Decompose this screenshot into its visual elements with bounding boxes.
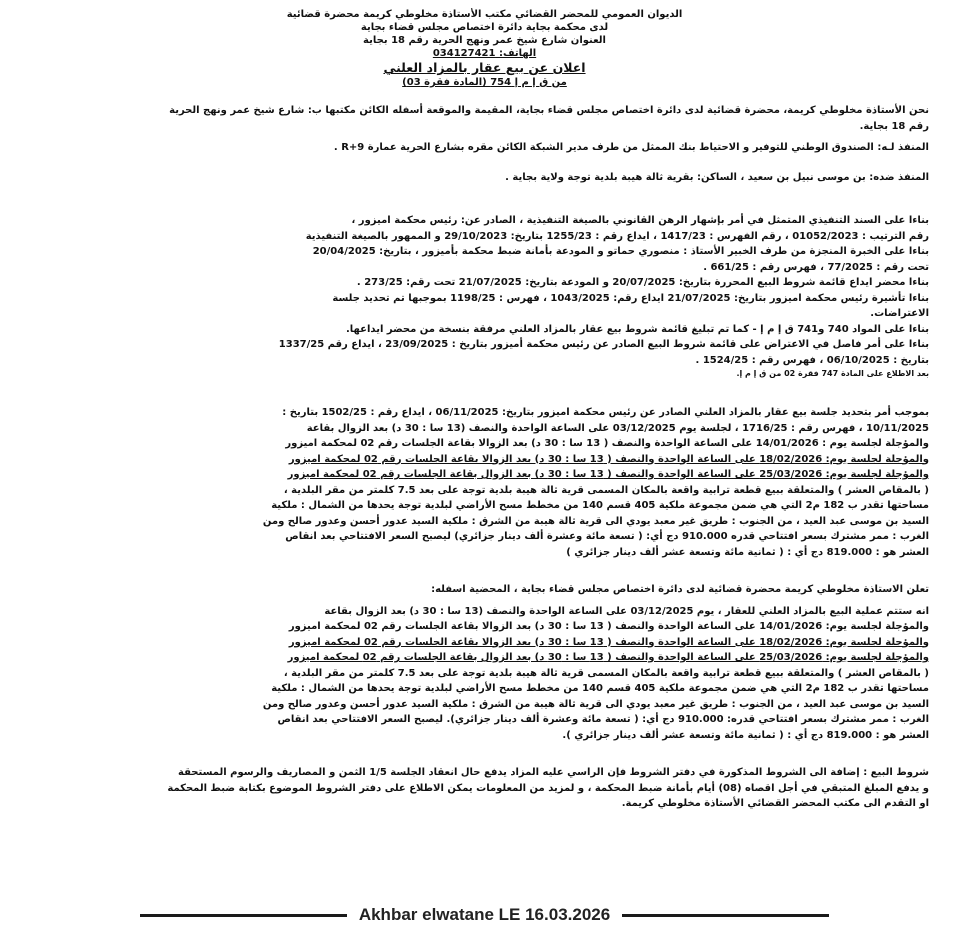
office-court: لدى محكمة بجاية دائرة اختصاص مجلس قضاء بجاية	[360, 22, 609, 33]
text-line: والمؤجلة لجلسة يوم: 25/03/2026 على الساعة الواحدة والنصف ( 13 سا : 30 د) بعد الزوال بقاعة الجلسات رقم 02 لمحكمة اميزور	[287, 469, 929, 480]
text-line: ( بالمقاص العشر ) والمتعلقة ببيع قطعة ترابية واقعة بالمكان المسمى قرية ثالة هيبة بلدية توجة على بعد 7.5 كلمتر من مقر البلدية ،	[283, 484, 929, 496]
notice-header	[40, 8, 929, 89]
text-line: بناءا على السند التنفيذي المتمثل في أمر بإشهار الرهن القانوني بالصيغة التنفيذية ، الصادر عن: رئيس محكمة اميزور ،	[351, 215, 929, 226]
notice-subtitle: من ق إ م إ 754 (المادة فقرة 03)	[402, 77, 567, 88]
text-line: الاعتراضات.	[870, 308, 929, 319]
publication-footer	[0, 903, 969, 927]
legal-basis-paragraph	[40, 213, 929, 379]
creditor-line: المنفذ لـه: الصندوق الوطني للتوفير و الاحتياط بنك الممثل من طرف مدير الشبكة الكائن مقره بشارع الحرية عمارة R+9 .	[333, 142, 929, 153]
office-phone: الهاتف: 034127421	[432, 48, 537, 59]
office-address: العنوان شارع شيخ عمر ونهج الحرية رقم 18 بجاية	[363, 35, 606, 46]
text-line: الغرب : ممر مشترك بسعر افتتاحي قدره 910.000 دج أي: ( تسعة مائة وعشرة ألف دينار جزائري) ليصبح السعر الافتتاحي بعد انقاص	[285, 531, 929, 542]
session-paragraph	[40, 405, 929, 560]
text-line: و يدفع المبلغ المتبقي في أجل اقصاه (08) أيام بأمانة ضبط المحكمة ، و لمزيد من المعلومات يمكن الاطلاع على دفتر الشروط الموضوع بكتابة ضبط المحكمة	[167, 782, 929, 794]
text-line: والمؤجلة لجلسة يوم: 25/03/2026 على الساعة الواحدة والنصف ( 13 سا : 30 د) بعد الزوال بقاعة الجلسات رقم 02 لمحكمة اميزور	[287, 652, 929, 663]
text-line: تعلن الاستاذة مخلوطي كريمة محضرة قضائية لدى دائرة اختصاص مجلس قضاء بجاية ، المحضية اسفله:	[431, 584, 929, 595]
text-line: والمؤجلة لجلسة يوم: 18/02/2026 على الساعة الواحدة والنصف ( 13 سا : 30 د) بعد الزوالا بقاعة الجلسات رقم 02 لمحكمة اميزور	[288, 636, 929, 648]
publication-source: Akhbar elwatane LE 16.03.2026	[358, 905, 611, 924]
text-line: السيد بن موسى عبد العيد ، من الجنوب : طريق غير معبد يودي الى قرية ثالة هيبة من الشرق : ملكية السيد عدور أحسن وعدور صالح ومن	[262, 698, 929, 710]
parties-paragraph	[40, 140, 929, 185]
text-line: بعد الاطلاع على المادة 747 فقرة 02 من ق إ م إ.	[736, 369, 929, 378]
text-line: والمؤجلة لجلسة يوم: 18/02/2026 على الساعة الواحدة والنصف ( 13 سا : 30 د) بعد الزوالا بقاعة الجلسات رقم 02 لمحكمة اميزور	[288, 453, 929, 465]
text-line: مساحتها تقدر ب 182 م2 التي هي ضمن مجموعة ملكية 405 قسم 140 من مخطط مسح الأراضي لبلدية توجة يحدها من الشمال : ملكية	[271, 683, 929, 694]
text-line: بناءا على أمر فاصل في الاعتراض على قائمة شروط البيع الصادر عن رئيس محكمة أميزور بتاريخ : 23/09/2025 ، ايداع رقم 1337/25	[278, 339, 929, 350]
text-line: الغرب : ممر مشترك بسعر افتتاحي قدره: 910.000 دج أي: ( تسعة مائة وعشرة ألف دينار جزائري). ليصبح السعر الافتتاحي بعد انقاص	[277, 714, 929, 725]
text-line: والمؤجلة لجلسة يوم: 14/01/2026 على الساعة الواحدة والنصف ( 13 سا : 30 د) بعد الزوالا بقاعة الجلسات رقم 02 لمحكمة اميزور	[288, 621, 929, 632]
text-line: نحن الأستاذة مخلوطي كريمة، محضرة قضائية لدى دائرة اختصاص مجلس قضاء بجاية، المقيمة والموقعة أسفله الكائن مكتبها ب: شارع شيخ عمر ونهج الحرية	[169, 105, 929, 116]
text-line: بناءا محضر ايداع قائمة شروط البيع المحررة بتاريخ: 20/07/2025 و المودعة بتاريخ: 21/07/2025 تحت رقم: 273/25 .	[356, 277, 929, 288]
text-line: او التقدم الى مكتب المحضر القضائي الأستاذة مخلوطي كريمة.	[621, 798, 929, 809]
text-line: بموجب أمر بتحديد جلسة بيع عقار بالمزاد العلني الصادر عن رئيس محكمة اميزور بتاريخ: 06/11/2025 ، ايداع رقم : 1502/25 بتاريخ :	[282, 407, 929, 418]
text-line: مساحتها تقدر ب 182 م2 التي هي ضمن مجموعة ملكية 405 قسم 140 من مخطط مسح الأراضي لبلدية توجة يحدها من الشمال : ملكية	[271, 500, 929, 511]
text-line: والمؤجلة لجلسة يوم : 14/01/2026 على الساعة الواحدة والنصف ( 13 سا : 30 د) بعد الزوالا بقاعة الجلسات رقم 02 لمحكمة اميزور	[285, 438, 929, 449]
footer-rule-left	[140, 914, 347, 917]
intro-paragraph	[40, 103, 929, 134]
sale-conditions-paragraph	[40, 765, 929, 812]
debtor-line: المنفذ ضده: بن موسى نبيل بن سعيد ، الساكن: بقرية ثالة هيبة بلدية توجة ولاية بجاية .	[505, 171, 929, 183]
footer-rule-right	[622, 914, 829, 917]
announcement-paragraph	[40, 582, 929, 743]
text-line: ( بالمقاص العشر ) والمتعلقة ببيع قطعة ترابية واقعة بالمكان المسمى قرية ثالة هيبة بلدية توجة على بعد 7.5 كلمتر من مقر البلدية ،	[283, 667, 929, 679]
office-name: الديوان العمومي للمحضر القضائي مكتب الأستاذة مخلوطي كريمة محضرة قضائية	[286, 9, 683, 20]
text-line: بناءا على الخبرة المنجزة من طرف الخبير الأستاذ : منصوري حماتو و المودعة بأمانة ضبط محكمة بأميزور ، بتاريخ: 20/04/2025	[312, 246, 929, 257]
text-line: بناءا على المواد 740 و741 ق إ م إ - كما تم تبليغ قائمة شروط بيع عقار بالمزاد العلني مرفقة بنسخة من محضر ايداعها.	[346, 323, 929, 335]
notice-title: اعلان عن بيع عقار بالمزاد العلني	[383, 60, 586, 75]
text-line: العشر هو : 819.000 دج أي : ( ثمانية مائة وتسعة عشر ألف دينار جزائري ).	[562, 729, 929, 741]
text-line: انه ستتم عملية البيع بالمزاد العلني للعقار ، يوم 03/12/2025 على الساعة الواحدة والنصف (13 سا : 30 د) بعد الزوال بقاعة	[324, 605, 929, 617]
text-line: تحت رقم : 77/2025 ، فهرس رقم : 661/25 .	[703, 261, 929, 273]
text-line: رقم 18 بجاية.	[859, 120, 929, 132]
text-line: بناءا تأشيرة رئيس محكمة اميزور بتاريخ: 21/07/2025 ايداع رقم: 1043/2025 ، فهرس : 1198/25 بموجبها تم تحديد جلسة	[332, 292, 929, 304]
text-line: السيد بن موسى عبد العيد ، من الجنوب : طريق غير معبد يودي الى قرية ثالة هيبة من الشرق : ملكية السيد عدور أحسن وعدور صالح ومن	[262, 515, 929, 527]
text-line: رقم الترتيب : 01052/2023 ، رقم الفهرس : 1417/23 ، ايداع رقم : 1255/23 بتاريخ: 29/10/2023 و الممهور بالصيغة التنفيذية	[305, 230, 929, 242]
text-line: شروط البيع : إضافة الى الشروط المذكورة في دفتر الشروط فإن الراسي عليه المزاد يدفع حال انعقاد الجلسة 1/5 الثمن و المصاريف والرسوم المستحقة	[178, 767, 929, 778]
text-line: بتاريخ : 06/10/2025 ، فهرس رقم : 1524/25 .	[695, 354, 929, 366]
text-line: 10/11/2025 ، فهرس رقم : 1716/25 ، لجلسة يوم 03/12/2025 على الساعة الواحدة والنصف (13 سا : 30 د) بعد الزوال بقاعة	[306, 422, 929, 434]
text-line: العشر هو : 819.000 دج أي : ( ثمانية مائة وتسعة عشر ألف دينار جزائري )	[566, 546, 929, 558]
